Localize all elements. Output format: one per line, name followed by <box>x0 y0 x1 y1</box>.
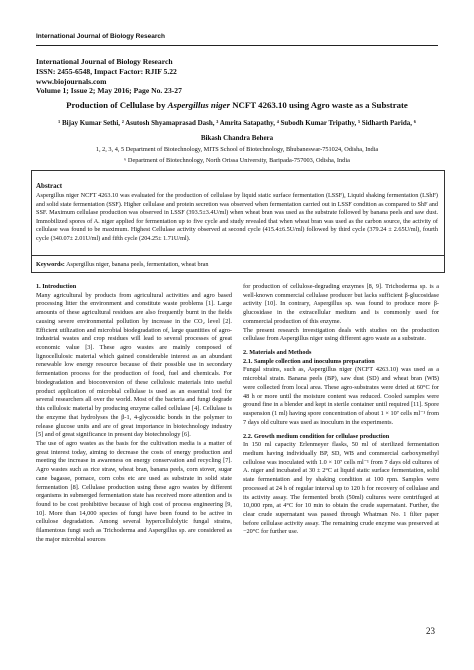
intro-heading: 1. Introduction <box>36 283 77 290</box>
right-paragraph-1: for production of cellulose-degrading enzymes [8, 9]. Trichoderma sp. is a well-known commercial cellulase producer but lacks sufficient β-glucosidase activity [10]. In contrary, Aspergillus sp. was found to produce more β-glucosidase in the extracellular medium and is commonly used for commercial production of this enzyme. <box>243 283 439 325</box>
page-number: 23 <box>426 626 435 636</box>
section-2-2-heading: 2.2. Growth medium condition for cellulase production <box>243 432 390 440</box>
affiliation-1: 1, 2, 3, 4, 5 Department of Biotechnology, MITS School of Biotechnology, Bhubaneswar-751024, Odisha, India <box>95 146 379 153</box>
abstract-heading: Abstract <box>36 182 63 190</box>
intro-paragraph-1: Many agricultural by products from agricultural activities and agro based processing litter the environment and constitute waste problems [1]. Large amounts of these agricultural residues are also frequently burnt in the fields causing severe environmental pollution by increase in the CO₂ level [2]. Efficient utilization and microbial biodegradation of, large quantities of agro-industrial wastes and crop residues will lead to several processes of great economic value [3]. These agro wastes are mainly composed of lignocellulosic material which gained considerable interest as an abundant renewable low energy resource because of their possible use in secondary fermentation process for the production of food, fuel and chemicals. For biodegradation and bioconversion of these cellulosic materials into useful product application of microbial cellulase is used as an essential tool for several researchers all over the world. Most of the bacteria and fungi degrade this cellulosic material by producing enzyme called cellulase [4]. Cellulase is the enzyme that hydrolyses the β-1, 4-glycosidic bonds in the polymer to release glucose units and are of great importance in biotechnology industry [5] and of great significance in present day biotechnology [6]. <box>36 291 232 439</box>
journal-volume: Volume 1; Issue 2; May 2016; Page No. 23-27 <box>36 86 182 96</box>
abstract-text: Aspergillus niger NCFT 4263.10 was evaluated for the production of cellulase by liquid static surface fermentation (LSSF), Liquid shaking fermentation (LShF) and solid state fermentation (SSF). Higher cellulase and protein secretion was observed when fermentation carried out in LSSF condition as compared to ShF and SSF. Maximum cellulase production was observed in LSSF (393.5±3.4U/ml) when wheat bran was used as the substrate followed by banana peels and saw dust. Immobilized spores of A. niger applied for fermentation up to five cycle and study revealed that when wheat bran was used as the carbon source, the activity of cellulase was found to be maximum. Highest Cellulase activity observed at second cycle (415.4±6.5U/ml) followed by third cycle (379.24 ± 2.65U/ml), fourth cycle (340.07± 2.01U/ml) and fifth cycle (204.25± 1.71U/ml). <box>36 192 438 242</box>
left-column <box>36 283 232 545</box>
keywords <box>36 261 438 268</box>
section-2-2-text: In 150 ml capacity Erlenmeyer flasks, 50 ml of sterilized fermentation medium having individually BP, SD, WB and commercial carboxymethyl cellulose was inoculated with 1.0 × 10⁷ cells ml⁻¹ from 7 days old cultures of A. niger and incubated at 30 ± 2°C at liquid static surface fermentation, solid state fermentation and by shaking condition at 100 rpm. Samples were processed at 24 h of regular interval up to 120 h for recovery of cellulase and its activity assay. The fermented broth (50ml) cultures were centrifuged at 10,000 rpm, at 4°C for 10 min to obtain the crude supernatant. Further, the clear crude supernatant was passed through Whatman No. 1 filter paper before cellulase activity assay. The remaining crude enzyme was preserved at −20°C for further use. <box>243 441 439 536</box>
right-column <box>243 283 439 537</box>
keywords-text: Aspergillus niger, banana peels, fermentation, wheat bran <box>64 261 209 268</box>
author-list <box>36 118 438 143</box>
journal-issn: ISSN: 2455-6548, Impact Factor: RJIF 5.22 <box>36 66 177 76</box>
header-rule <box>36 45 438 46</box>
journal-meta <box>36 57 182 96</box>
journal-website[interactable]: www.biojournals.com <box>36 76 107 86</box>
section-2-1-heading: 2.1. Sample collection and inoculums preparation <box>243 357 375 365</box>
journal-header: International Journal of Biology Research <box>36 33 165 40</box>
right-paragraph-2: The present research investigation deals with studies on the production cellulase from Aspergillus niger using different agro waste as a substrate. <box>243 326 439 343</box>
article-title: Production of Cellulase by Aspergillus niger NCFT 4263.10 using Agro waste as a Substrate <box>66 100 408 110</box>
intro-paragraph-2: The use of agro wastes as the basis for the cultivation media is a matter of great interest today, aiming to decrease the costs of energy production and meeting the increase in awareness on energy conservation and recycling [7]. Agro wastes such as rice straw, wheat bran, banana peels, corn stover, sugar cane bagasse, pomace, corn cobs etc are used as substrate in solid state fermentation [8]. Cellulase production using these agro wastes by different organisms in submerged fermentation state has received more attention and is found to be cost prohibitive because of high cost of process engineering [9, 10]. More than 14,000 species of fungi have been found to be active in cellulose degradation. Among several hypercellulolytic fungal strains, filamentous fungi such as Trichoderma and Aspergillus sp. are considered as the major microbial sources <box>36 439 232 543</box>
journal-name: International Journal of Biology Research <box>36 57 173 66</box>
section-2-1-text: Fungal strains, such as, Aspergillus niger (NCFT 4263.10) was used as a microbial strain. Banana peels (BP), saw dust (SD) and wheat bran (WB) were collected from local area. These agro-substrates were dried at 60°C for 48 h or more until the moisture content was reduced. Cooled samples were ground fine in a blender and kept in sterile container until required [11]. Spore suspension (1 ml) having spore concentration of about 1 × 10⁷ cells ml⁻¹ from 7 days old culture was used as inoculum in the experiments. <box>243 366 439 426</box>
affiliations <box>36 145 438 166</box>
authors-line-1: ¹ Bijay Kumar Sethi, ² Asutosh Shyamaprasad Dash, ³ Amrita Satapathy, ⁴ Subodh Kumar Tripathy, ⁵ Sidharth Parida, ⁶ <box>58 119 416 127</box>
affiliation-2: ⁶ Department of Biotechnology, North Orissa University, Baripada-757003, Odisha, India <box>124 156 350 164</box>
materials-methods-heading: 2. Materials and Methods <box>243 349 312 357</box>
authors-line-2: Bikash Chandra Behera <box>200 134 274 142</box>
keywords-label: Keywords: <box>36 261 65 268</box>
